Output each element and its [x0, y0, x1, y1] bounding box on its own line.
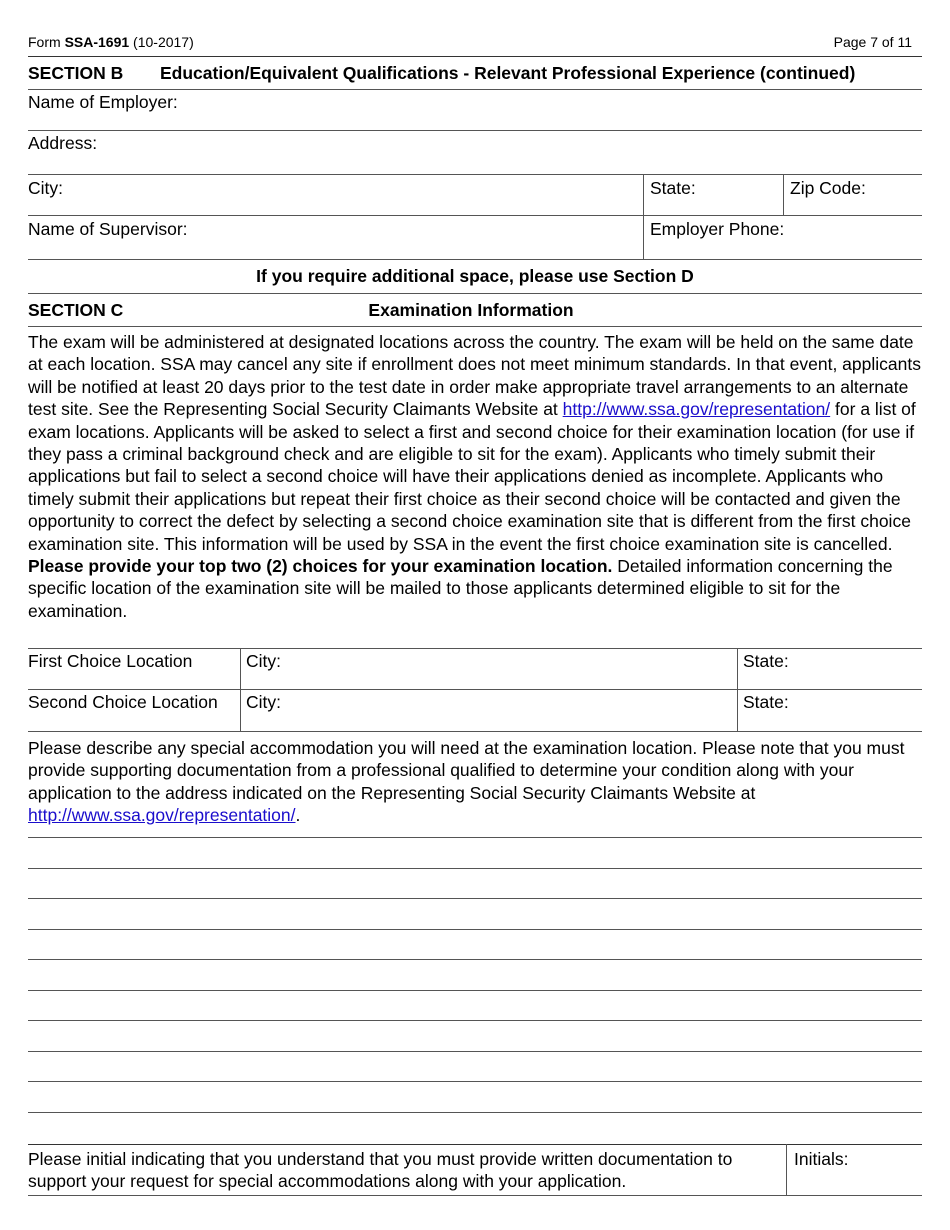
initial-statement: Please initial indicating that you understand that you must provide written documentation to support your request for special accommodations along with your application. — [28, 1149, 733, 1192]
first-choice-state-label: State: — [743, 651, 789, 671]
address-field[interactable] — [110, 133, 920, 171]
writing-line — [28, 1020, 922, 1021]
divider — [28, 89, 922, 90]
zip-label: Zip Code: — [790, 178, 866, 198]
divider — [28, 689, 922, 690]
form-identifier — [28, 34, 194, 51]
employer-name-field[interactable] — [200, 92, 920, 126]
state-label: State: — [650, 178, 696, 198]
writing-line — [28, 1112, 922, 1113]
section-b-title: Education/Equivalent Qualifications - Relevant Professional Experience (continued) — [160, 63, 856, 83]
additional-space-note: If you require additional space, please use Section D — [256, 266, 694, 286]
first-choice-city-field[interactable] — [290, 651, 734, 685]
initials-field[interactable] — [794, 1170, 920, 1194]
employer-phone-label: Employer Phone: — [650, 219, 785, 239]
divider — [28, 326, 922, 327]
exam-intro-text: Detailed information concerning the specific location of the examination site will be mailed to those applicants determined eligible to sit for the examination. — [28, 556, 893, 621]
writing-line — [28, 929, 922, 930]
divider — [783, 174, 784, 216]
accommodation-link-suffix: . — [295, 805, 301, 826]
exam-intro-text: for a list of exam locations. Applicants will be asked to select a first and second choice for their examination location (for use if they pass a criminal background check and are eligible to sit for the exam). Applicants who timely submit their applications but fail to select a second choice will have their applications denied as incomplete. Applicants who timely submit their applications but repeat their first choice as their second choice will be contacted and given the opportunity to correct the defect by selecting a second choice examination site that is different from the first choice examination site. This information will be used by SSA in the event the first choice examination site is cancelled. — [28, 399, 916, 554]
second-choice-city-label: City: — [246, 692, 281, 712]
section-c-label: SECTION C — [28, 300, 124, 320]
divider — [28, 174, 922, 175]
second-choice-state-field[interactable] — [798, 692, 920, 726]
accommodation-text: Please describe any special accommodation you will need at the examination location. Please note that you must provide supporting documentation from a professional qualified to determine your condition along with your application to the address indicated on the Representing Social Security Claimants Website at — [28, 738, 905, 803]
writing-line — [28, 898, 922, 899]
divider — [28, 259, 922, 260]
city-label: City: — [28, 178, 63, 198]
supervisor-label: Name of Supervisor: — [28, 219, 188, 239]
divider — [28, 648, 922, 649]
first-choice-state-field[interactable] — [798, 651, 920, 685]
exam-intro-paragraph — [28, 331, 922, 622]
employer-city-field[interactable] — [70, 178, 640, 212]
initials-label: Initials: — [794, 1149, 849, 1169]
writing-line — [28, 990, 922, 991]
divider — [28, 56, 922, 57]
first-choice-city-label: City: — [246, 651, 281, 671]
divider — [28, 293, 922, 294]
divider — [28, 731, 922, 732]
form-prefix: Form — [28, 34, 61, 50]
writing-line — [28, 1051, 922, 1052]
exam-intro-emphasis: Please provide your top two (2) choices for your examination location. — [28, 556, 613, 577]
writing-line — [28, 1081, 922, 1082]
exam-intro-text: The exam will be administered at designated locations across the country. The exam will be held on the same date at each location. SSA may cancel any site if enrollment does not meet minimum standards. In that event, applicants will be notified at least 20 days prior to the test date in order make appropriate travel arrangements to an alternate test site. See the Representing Social Security Claimants Website at — [28, 332, 921, 420]
divider — [643, 174, 644, 260]
divider — [28, 1144, 922, 1145]
employer-zip-field[interactable] — [872, 178, 920, 212]
address-label: Address: — [28, 133, 98, 153]
accommodation-description-field[interactable] — [28, 840, 922, 1112]
writing-line — [28, 837, 922, 838]
writing-line — [28, 959, 922, 960]
second-choice-label: Second Choice Location — [28, 692, 218, 712]
second-choice-city-field[interactable] — [290, 692, 734, 726]
employer-name-label: Name of Employer: — [28, 92, 178, 112]
divider — [28, 1195, 922, 1196]
supervisor-field[interactable] — [200, 219, 640, 255]
divider — [786, 1144, 787, 1195]
employer-phone-field[interactable] — [800, 219, 920, 255]
accommodation-link[interactable]: http://www.ssa.gov/representation/ — [28, 805, 296, 826]
representation-link[interactable]: http://www.ssa.gov/representation/ — [562, 399, 831, 420]
accommodation-paragraph — [28, 737, 922, 827]
second-choice-state-label: State: — [743, 692, 789, 712]
form-date: (10-2017) — [133, 34, 194, 50]
employer-state-field[interactable] — [700, 178, 780, 212]
divider — [28, 130, 922, 131]
form-id: SSA-1691 — [64, 34, 130, 50]
page-number: Page 7 of 11 — [833, 34, 912, 50]
section-c-title: Examination Information — [368, 300, 574, 320]
writing-line — [28, 868, 922, 869]
divider — [28, 215, 922, 216]
first-choice-label: First Choice Location — [28, 651, 193, 671]
section-b-label: SECTION B — [28, 63, 124, 83]
